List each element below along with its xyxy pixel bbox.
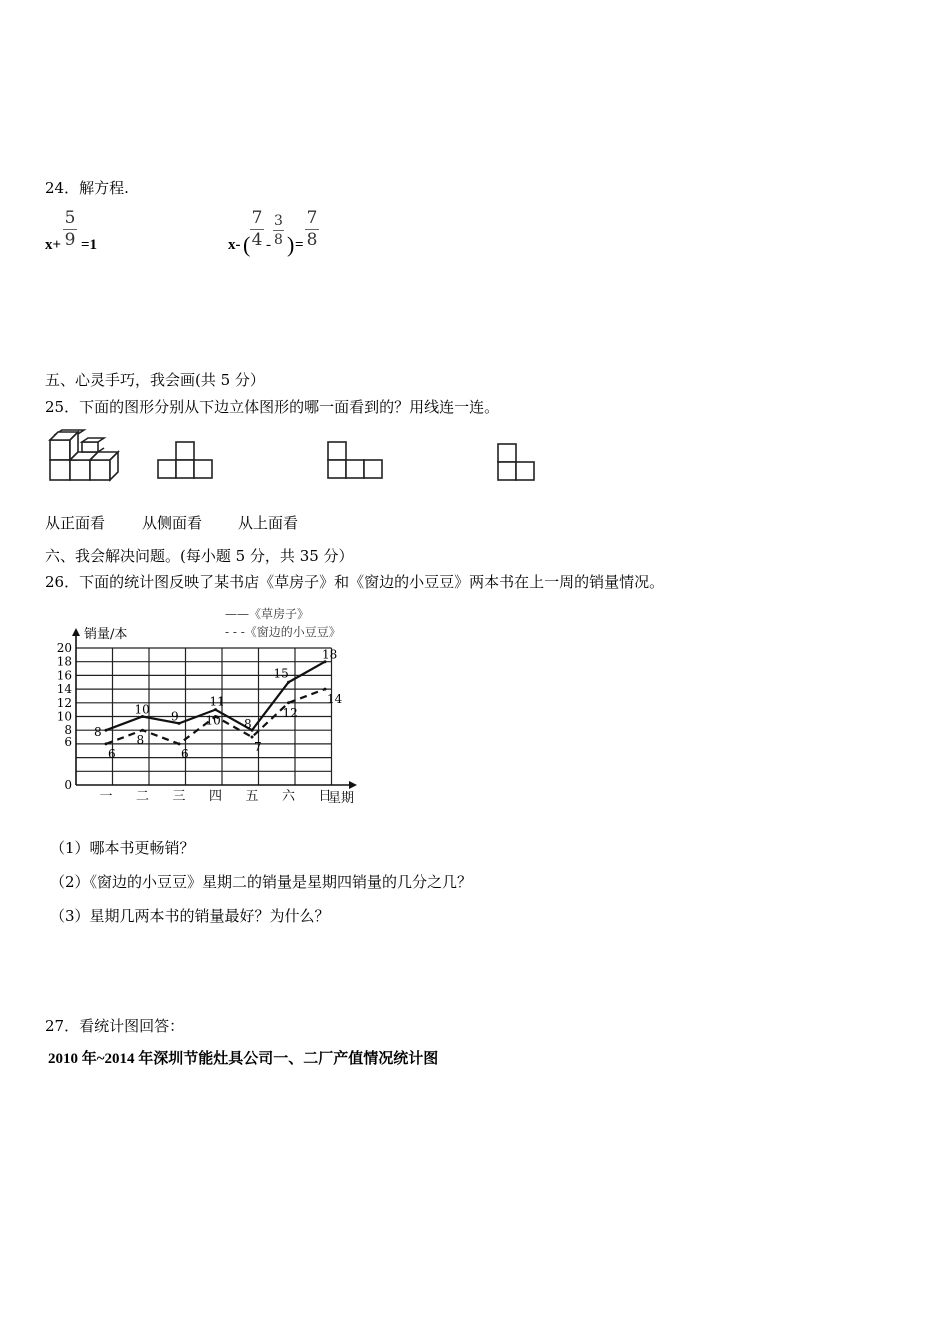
data-label: 11 — [209, 694, 225, 709]
y-tick-label: 0 — [64, 778, 72, 792]
q27-chart-title: 2010 年~2014 年深圳节能灶具公司一、二厂产值情况统计图 — [48, 1051, 439, 1067]
section6-heading: 六、我会解决问题。(每小题 5 分，共 35 分） — [45, 547, 354, 565]
label-side-view: 从侧面看 — [142, 514, 203, 532]
q25-figures — [44, 428, 544, 490]
eq2-fraction-1 — [250, 210, 264, 249]
data-point — [251, 736, 254, 739]
eq2-frac3-den: 8 — [306, 230, 318, 250]
eq2-close-paren: ) — [287, 232, 295, 257]
y-tick-label: 14 — [56, 682, 72, 697]
eq1-fraction — [63, 210, 77, 249]
x-tick-label: 二 — [135, 789, 150, 804]
data-label: 12 — [282, 705, 298, 720]
y-tick-label: 8 — [64, 723, 72, 738]
data-point — [178, 742, 181, 745]
eq2-frac2-den: 8 — [274, 232, 283, 248]
eq2-minus: - — [266, 237, 271, 253]
y-tick-label: 10 — [56, 709, 72, 724]
data-label: 8 — [136, 733, 145, 748]
view-c — [498, 444, 534, 480]
q26-question-2: （2）《窗边的小豆豆》星期二的销量是星期四销量的几分之几？ — [50, 873, 473, 891]
data-point — [287, 701, 290, 704]
data-label: 15 — [273, 666, 289, 681]
label-front-view: 从正面看 — [45, 514, 106, 532]
view-a — [158, 442, 212, 478]
q26-title: 26．下面的统计图反映了某书店《草房子》和《窗边的小豆豆》两本书在上一周的销量情况。 — [45, 573, 665, 591]
data-point — [105, 742, 108, 745]
eq1-denominator: 9 — [64, 230, 76, 250]
q26-question-1: （1）哪本书更畅销？ — [50, 839, 195, 857]
x-tick-label: 四 — [208, 789, 223, 804]
solid-cube — [70, 460, 90, 480]
data-label: 8 — [94, 725, 102, 740]
x-tick-label: 日 — [318, 789, 332, 804]
data-label: 7 — [254, 740, 262, 755]
eq2-fraction-2 — [273, 214, 284, 247]
data-point — [324, 688, 327, 691]
view-b — [328, 442, 382, 478]
data-point — [141, 729, 144, 732]
solid-cube — [90, 460, 110, 480]
sales-line-chart — [50, 600, 370, 810]
eq2-lhs: x- — [228, 237, 241, 253]
solid-cube — [50, 460, 70, 480]
data-label: 6 — [108, 746, 116, 761]
q27-title: 27．看统计图回答： — [45, 1017, 185, 1035]
x-axis-arrow — [349, 781, 357, 789]
q25-title: 25．下面的图形分别从下边立体图形的哪一面看到的？用线连一连。 — [45, 398, 500, 416]
eq1-rhs: =1 — [81, 237, 98, 253]
data-label: 18 — [322, 647, 338, 662]
eq2-frac2-num: 3 — [274, 213, 283, 229]
q24-title: 24．解方程. — [45, 179, 129, 197]
data-label: 9 — [171, 709, 179, 724]
y-tick-label: 20 — [56, 641, 72, 655]
data-point — [105, 729, 108, 732]
eq2-open-paren: ( — [243, 232, 251, 257]
solid-figure — [50, 430, 118, 480]
x-axis-title: 星期 — [328, 791, 355, 806]
legend-entry: ——《草房子》 — [225, 607, 310, 621]
y-tick-label: 12 — [56, 695, 72, 710]
x-tick-label: 三 — [172, 789, 186, 804]
y-tick-label: 18 — [56, 654, 72, 669]
y-axis-arrow — [72, 628, 80, 636]
solid-cube — [50, 440, 70, 460]
data-label: 10 — [205, 713, 221, 728]
x-tick-label: 五 — [245, 789, 259, 804]
data-label: 6 — [181, 746, 189, 761]
eq1-numerator: 5 — [64, 208, 76, 228]
data-point — [287, 681, 290, 684]
eq2-equals: = — [295, 237, 304, 253]
y-axis-title: 销量/本 — [84, 627, 128, 642]
q26-question-3: （3）星期几两本书的销量最好？为什么？ — [50, 907, 330, 925]
label-top-view: 从上面看 — [238, 514, 299, 532]
eq2-frac3-num: 7 — [306, 208, 318, 228]
x-tick-label: 一 — [99, 789, 113, 804]
x-tick-label: 六 — [281, 789, 296, 804]
eq2-fraction-3 — [305, 210, 319, 249]
eq1-lhs: x+ — [45, 237, 62, 253]
data-label: 14 — [327, 692, 343, 707]
y-tick-label: 16 — [56, 668, 72, 683]
data-label: 10 — [134, 702, 150, 717]
data-label: 8 — [244, 717, 252, 732]
section5-heading: 五、心灵手巧，我会画(共 5 分） — [45, 371, 265, 389]
legend-entry: - - -《窗边的小豆豆》 — [225, 625, 341, 639]
y-tick-label: 6 — [64, 734, 72, 749]
eq2-frac1-den: 4 — [251, 230, 263, 250]
eq2-frac1-num: 7 — [251, 208, 263, 228]
